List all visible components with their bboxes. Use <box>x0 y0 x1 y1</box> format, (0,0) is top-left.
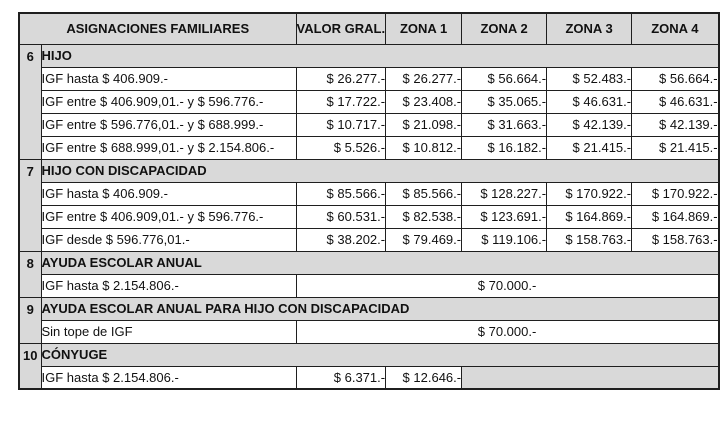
value-cell-0: $ 5.526.- <box>296 136 386 159</box>
header-row <box>19 13 719 44</box>
value-cell-4: $ 21.415.- <box>632 136 719 159</box>
empty-gray-cell <box>462 366 719 389</box>
section-number: 7 <box>19 159 41 251</box>
section-number: 6 <box>19 44 41 159</box>
table-title: ASIGNACIONES FAMILIARES <box>19 13 296 44</box>
row-label: IGF hasta $ 406.909.- <box>41 182 296 205</box>
value-cell-4: $ 56.664.- <box>632 67 719 90</box>
section-row <box>19 159 719 182</box>
section-number: 9 <box>19 297 41 343</box>
section-title: AYUDA ESCOLAR ANUAL PARA HIJO CON DISCAPACIDAD <box>41 297 719 320</box>
section-title: AYUDA ESCOLAR ANUAL <box>41 251 719 274</box>
value-cell-0: $ 60.531.- <box>296 205 386 228</box>
value-cell-3: $ 52.483.- <box>547 67 632 90</box>
row-label: IGF hasta $ 2.154.806.- <box>41 366 296 389</box>
row-label: IGF hasta $ 406.909.- <box>41 67 296 90</box>
table-head <box>19 13 719 44</box>
value-cell-1: $ 12.646.- <box>386 366 462 389</box>
value-cell-2: $ 119.106.- <box>462 228 547 251</box>
table-row <box>19 90 719 113</box>
row-label: Sin tope de IGF <box>41 320 296 343</box>
value-cell-0: $ 6.371.- <box>296 366 386 389</box>
value-cell-0: $ 26.277.- <box>296 67 386 90</box>
value-cell-4: $ 46.631.- <box>632 90 719 113</box>
value-cell-2: $ 123.691.- <box>462 205 547 228</box>
table-row <box>19 205 719 228</box>
table-row <box>19 366 719 389</box>
table-row <box>19 67 719 90</box>
value-cell-3: $ 170.922.- <box>547 182 632 205</box>
section-row <box>19 251 719 274</box>
row-label: IGF desde $ 596.776,01.- <box>41 228 296 251</box>
table-row <box>19 136 719 159</box>
col-header-0: VALOR GRAL. <box>296 13 386 44</box>
section-title: CÓNYUGE <box>41 343 719 366</box>
value-cell-1: $ 26.277.- <box>386 67 462 90</box>
family-allowances-table <box>18 12 720 390</box>
value-cell-0: $ 17.722.- <box>296 90 386 113</box>
col-header-1: ZONA 1 <box>386 13 462 44</box>
family-allowances-table-wrap <box>18 12 720 390</box>
section-row <box>19 343 719 366</box>
section-number: 10 <box>19 343 41 389</box>
section-row <box>19 44 719 67</box>
value-cell-3: $ 42.139.- <box>547 113 632 136</box>
table-row <box>19 228 719 251</box>
section-title: HIJO CON DISCAPACIDAD <box>41 159 719 182</box>
value-cell-2: $ 16.182.- <box>462 136 547 159</box>
value-cell-3: $ 164.869.- <box>547 205 632 228</box>
section-number: 8 <box>19 251 41 297</box>
row-label: IGF entre $ 406.909,01.- y $ 596.776.- <box>41 205 296 228</box>
section-row <box>19 297 719 320</box>
value-cell-4: $ 164.869.- <box>632 205 719 228</box>
value-cell-2: $ 31.663.- <box>462 113 547 136</box>
value-cell-2: $ 35.065.- <box>462 90 547 113</box>
table-row <box>19 320 719 343</box>
value-cell-4: $ 42.139.- <box>632 113 719 136</box>
merged-value: $ 70.000.- <box>296 320 719 343</box>
value-cell-3: $ 46.631.- <box>547 90 632 113</box>
section-title: HIJO <box>41 44 719 67</box>
col-header-2: ZONA 2 <box>462 13 547 44</box>
value-cell-1: $ 10.812.- <box>386 136 462 159</box>
table-body <box>19 44 719 389</box>
value-cell-3: $ 21.415.- <box>547 136 632 159</box>
value-cell-0: $ 10.717.- <box>296 113 386 136</box>
value-cell-0: $ 85.566.- <box>296 182 386 205</box>
value-cell-4: $ 170.922.- <box>632 182 719 205</box>
col-header-4: ZONA 4 <box>632 13 719 44</box>
row-label: IGF entre $ 688.999,01.- y $ 2.154.806.- <box>41 136 296 159</box>
table-row <box>19 113 719 136</box>
value-cell-4: $ 158.763.- <box>632 228 719 251</box>
merged-value: $ 70.000.- <box>296 274 719 297</box>
row-label: IGF entre $ 596.776,01.- y $ 688.999.- <box>41 113 296 136</box>
value-cell-1: $ 23.408.- <box>386 90 462 113</box>
value-cell-2: $ 56.664.- <box>462 67 547 90</box>
col-header-3: ZONA 3 <box>547 13 632 44</box>
table-row <box>19 182 719 205</box>
value-cell-1: $ 79.469.- <box>386 228 462 251</box>
value-cell-3: $ 158.763.- <box>547 228 632 251</box>
row-label: IGF hasta $ 2.154.806.- <box>41 274 296 297</box>
value-cell-0: $ 38.202.- <box>296 228 386 251</box>
value-cell-2: $ 128.227.- <box>462 182 547 205</box>
value-cell-1: $ 21.098.- <box>386 113 462 136</box>
value-cell-1: $ 85.566.- <box>386 182 462 205</box>
table-row <box>19 274 719 297</box>
value-cell-1: $ 82.538.- <box>386 205 462 228</box>
row-label: IGF entre $ 406.909,01.- y $ 596.776.- <box>41 90 296 113</box>
